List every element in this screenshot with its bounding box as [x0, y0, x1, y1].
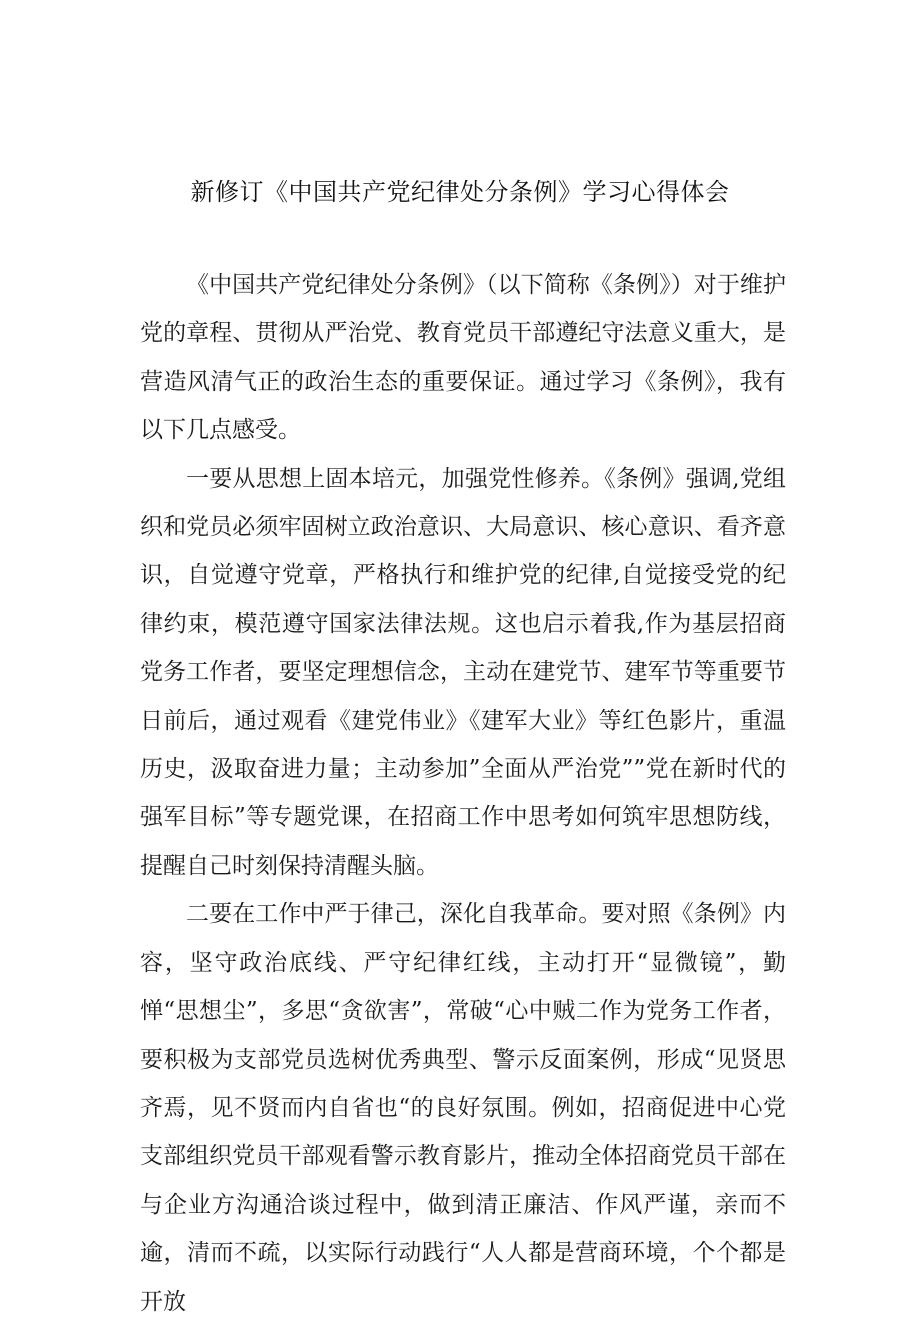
- document-body: [140, 261, 786, 1326]
- paragraph-point-one: 一要从思想上固本培元，加强党性修养。《条例》强调,党组织和党员必须牢固树立政治意识、大局意识、核心意识、看齐意识，自觉遵守党章，严格执行和维护党的纪律,自觉接受党的纪律约束，模范遵守国家法律法规。这也启示着我,作为基层招商党务工作者，要坚定理想信念，主动在建党节、建军节等重要节日前后，通过观看《建党伟业》《建军大业》等红色影片，重温历史，汲取奋进力量；主动参加”全面从严治党””党在新时代的强军目标”等专题党课，在招商工作中思考如何筑牢思想防线，提醒自己时刻保持清醒头脑。: [140, 465, 786, 879]
- document-title: 新修订《中国共产党纪律处分条例》学习心得体会: [190, 178, 730, 206]
- paragraph-intro: 《中国共产党纪律处分条例》（以下简称《条例》）对于维护党的章程、贯彻从严治党、教育党员干部遵纪守法意义重大，是营造风清气正的政治生态的重要保证。通过学习《条例》，我有以下几点感受。: [140, 272, 786, 444]
- paragraph-point-two: 二要在工作中严于律己，深化自我革命。要对照《条例》内容，坚守政治底线、严守纪律红线，主动打开“显微镜”，勤惮“思想尘”，多思“贪欲害”，常破“心中贼二作为党务工作者，要积极为支部党员选树优秀典型、警示反面案例，形成“见贤思齐焉，见不贤而内自省也“的良好氛围。例如，招商促进中心党支部组织党员干部观看警示教育影片，推动全体招商党员干部在与企业方沟通洽谈过程中，做到清正廉洁、作风严谨，亲而不逾，清而不疏，以实际行动践行“人人都是营商环境，个个都是开放: [140, 901, 786, 1315]
